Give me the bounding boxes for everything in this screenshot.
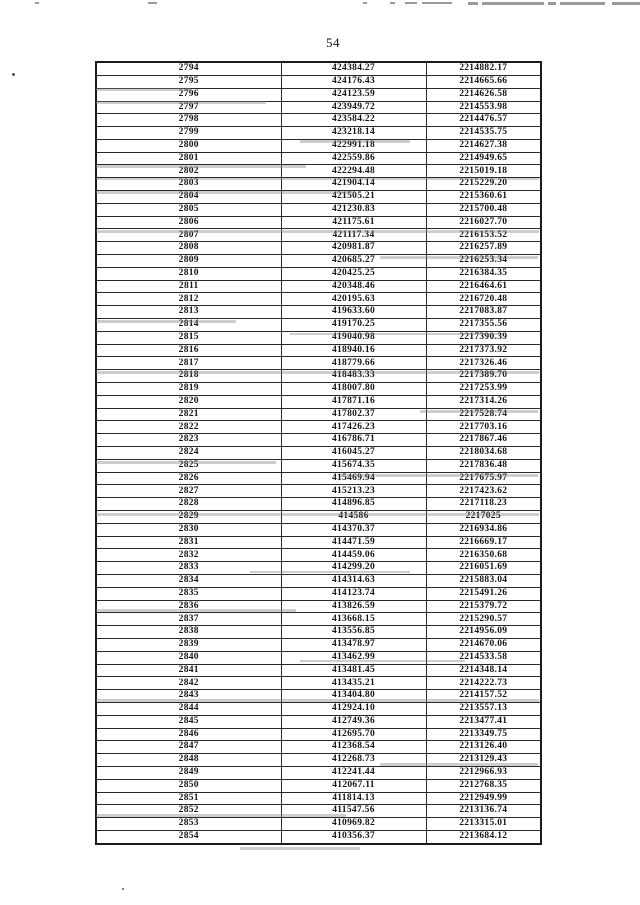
- table-row: [96, 383, 541, 396]
- scan-artifact: [422, 2, 452, 4]
- table-cell: 2824: [96, 447, 281, 460]
- table-cell: 412241.44: [281, 766, 426, 779]
- table-row: [96, 139, 541, 152]
- table-cell: 414299.20: [281, 562, 426, 575]
- table-cell: 421230.83: [281, 203, 426, 216]
- table-cell: 2216384.35: [426, 267, 541, 280]
- table-cell: 414370.37: [281, 523, 426, 536]
- table-cell: 2215379.72: [426, 600, 541, 613]
- table-cell: 419170.25: [281, 319, 426, 332]
- table-row: [96, 319, 541, 332]
- table-cell: 2812: [96, 293, 281, 306]
- table-row: [96, 421, 541, 434]
- table-cell: 2806: [96, 216, 281, 229]
- table-cell: 2213136.74: [426, 805, 541, 818]
- table-cell: 423584.22: [281, 114, 426, 127]
- table-cell: 2214956.09: [426, 626, 541, 639]
- table-cell: 2822: [96, 421, 281, 434]
- table-cell: 2805: [96, 203, 281, 216]
- table-cell: 2215883.04: [426, 574, 541, 587]
- table-cell: 413668.15: [281, 613, 426, 626]
- table-cell: 2850: [96, 779, 281, 792]
- table-cell: 2218034.68: [426, 447, 541, 460]
- table-cell: 2839: [96, 638, 281, 651]
- table-cell: 2849: [96, 766, 281, 779]
- table-cell: 2842: [96, 677, 281, 690]
- table-row: [96, 408, 541, 421]
- table-cell: 415213.23: [281, 485, 426, 498]
- table-cell: 2826: [96, 472, 281, 485]
- scan-artifact: [148, 2, 157, 4]
- table-cell: 2848: [96, 754, 281, 767]
- table-row: [96, 216, 541, 229]
- table-cell: 2216027.70: [426, 216, 541, 229]
- table-cell: 2851: [96, 792, 281, 805]
- table-cell: 2215019.18: [426, 165, 541, 178]
- table-cell: 413404.80: [281, 690, 426, 703]
- table-cell: 2796: [96, 88, 281, 101]
- table-cell: 415674.35: [281, 459, 426, 472]
- table-cell: 2214949.65: [426, 152, 541, 165]
- table-cell: 2827: [96, 485, 281, 498]
- table-row: [96, 370, 541, 383]
- table-cell: 2854: [96, 830, 281, 844]
- table-cell: 2217355.56: [426, 319, 541, 332]
- table-cell: 424384.27: [281, 62, 426, 75]
- table-cell: 2214882.17: [426, 62, 541, 75]
- table-row: [96, 511, 541, 524]
- table-cell: 2214670.06: [426, 638, 541, 651]
- table-cell: 2835: [96, 587, 281, 600]
- table-cell: 2214533.58: [426, 651, 541, 664]
- table-row: [96, 267, 541, 280]
- table-row: [96, 574, 541, 587]
- table-cell: 417802.37: [281, 408, 426, 421]
- table-cell: 2833: [96, 562, 281, 575]
- table-cell: 2214476.57: [426, 114, 541, 127]
- table-cell: 2809: [96, 255, 281, 268]
- table-row: [96, 127, 541, 140]
- table-cell: 417871.16: [281, 395, 426, 408]
- table-cell: 420195.63: [281, 293, 426, 306]
- table-cell: 2808: [96, 242, 281, 255]
- scan-artifact: [548, 2, 556, 5]
- table-cell: 2215491.26: [426, 587, 541, 600]
- table-cell: 2214626.58: [426, 88, 541, 101]
- table-cell: 413826.59: [281, 600, 426, 613]
- table-cell: 422991.18: [281, 139, 426, 152]
- table-cell: 410356.37: [281, 830, 426, 844]
- table-cell: 2217703.16: [426, 421, 541, 434]
- scan-artifact: [35, 2, 39, 4]
- table-cell: 2217390.39: [426, 331, 541, 344]
- table-row: [96, 728, 541, 741]
- table-cell: 2852: [96, 805, 281, 818]
- table-cell: 2213349.75: [426, 728, 541, 741]
- table-cell: 2216257.89: [426, 242, 541, 255]
- table-cell: 2838: [96, 626, 281, 639]
- table-cell: 411814.13: [281, 792, 426, 805]
- table-row: [96, 178, 541, 191]
- table-row: [96, 165, 541, 178]
- table-cell: 2836: [96, 600, 281, 613]
- table-cell: 2216350.68: [426, 549, 541, 562]
- table-cell: 420981.87: [281, 242, 426, 255]
- table-cell: 2216051.69: [426, 562, 541, 575]
- table-cell: 2800: [96, 139, 281, 152]
- table-cell: 2828: [96, 498, 281, 511]
- table-cell: 418007.80: [281, 383, 426, 396]
- table-row: [96, 805, 541, 818]
- table-row: [96, 562, 541, 575]
- table-row: [96, 331, 541, 344]
- table-row: [96, 498, 541, 511]
- table-cell: 2814: [96, 319, 281, 332]
- table-row: [96, 152, 541, 165]
- table-cell: 410969.82: [281, 818, 426, 831]
- table-cell: 415469.94: [281, 472, 426, 485]
- table-row: [96, 434, 541, 447]
- table-cell: 422559.86: [281, 152, 426, 165]
- table-row: [96, 818, 541, 831]
- table-row: [96, 715, 541, 728]
- table-row: [96, 114, 541, 127]
- table-cell: 2216669.17: [426, 536, 541, 549]
- table-cell: 2817: [96, 357, 281, 370]
- scan-artifact: [482, 2, 544, 5]
- page-number: 54: [326, 35, 340, 50]
- table-cell: 413462.99: [281, 651, 426, 664]
- table-cell: 2217423.62: [426, 485, 541, 498]
- table-row: [96, 613, 541, 626]
- table-cell: 2213477.41: [426, 715, 541, 728]
- table-cell: 2823: [96, 434, 281, 447]
- scan-artifact: [390, 2, 395, 4]
- table-row: [96, 255, 541, 268]
- table-cell: 414314.63: [281, 574, 426, 587]
- table-cell: 423949.72: [281, 101, 426, 114]
- table-row: [96, 830, 541, 844]
- table-cell: 2214665.66: [426, 75, 541, 88]
- table-cell: 2802: [96, 165, 281, 178]
- table-row: [96, 779, 541, 792]
- table-row: [96, 306, 541, 319]
- table-cell: 2215290.57: [426, 613, 541, 626]
- table-row: [96, 395, 541, 408]
- table-row: [96, 344, 541, 357]
- scan-streak: [240, 847, 360, 850]
- table-row: [96, 293, 541, 306]
- table-cell: 2217314.26: [426, 395, 541, 408]
- table-cell: 2217083.87: [426, 306, 541, 319]
- table-cell: 413435.21: [281, 677, 426, 690]
- table-cell: 2795: [96, 75, 281, 88]
- table-cell: 417426.23: [281, 421, 426, 434]
- table-cell: 2801: [96, 152, 281, 165]
- table-cell: 418779.66: [281, 357, 426, 370]
- table-row: [96, 741, 541, 754]
- table-cell: 2831: [96, 536, 281, 549]
- table-cell: 413556.85: [281, 626, 426, 639]
- table-cell: 2837: [96, 613, 281, 626]
- table-cell: 2813: [96, 306, 281, 319]
- table-cell: 2216464.61: [426, 280, 541, 293]
- table-cell: 412067.11: [281, 779, 426, 792]
- table-cell: 2807: [96, 229, 281, 242]
- table-cell: 2217675.97: [426, 472, 541, 485]
- table-row: [96, 638, 541, 651]
- table-cell: 422294.48: [281, 165, 426, 178]
- data-table-body: [96, 62, 541, 844]
- table-cell: 2217326.46: [426, 357, 541, 370]
- table-cell: 2840: [96, 651, 281, 664]
- table-cell: 2213129.43: [426, 754, 541, 767]
- table-cell: 2825: [96, 459, 281, 472]
- table-cell: 418483.33: [281, 370, 426, 383]
- table-row: [96, 203, 541, 216]
- table-cell: 424176.43: [281, 75, 426, 88]
- table-cell: 2215700.48: [426, 203, 541, 216]
- table-row: [96, 485, 541, 498]
- table-row: [96, 600, 541, 613]
- table-row: [96, 754, 541, 767]
- table-cell: 2217118.23: [426, 498, 541, 511]
- table-cell: 2820: [96, 395, 281, 408]
- table-row: [96, 472, 541, 485]
- table-cell: 2847: [96, 741, 281, 754]
- table-row: [96, 459, 541, 472]
- scan-speck: [12, 73, 15, 76]
- table-row: [96, 357, 541, 370]
- table-cell: 411547.56: [281, 805, 426, 818]
- table-row: [96, 536, 541, 549]
- table-row: [96, 101, 541, 114]
- table-cell: 2217025: [426, 511, 541, 524]
- table-cell: 2799: [96, 127, 281, 140]
- table-cell: 414586: [281, 511, 426, 524]
- table-cell: 2215229.20: [426, 178, 541, 191]
- table-row: [96, 88, 541, 101]
- table-row: [96, 229, 541, 242]
- table-row: [96, 280, 541, 293]
- table-cell: 420425.25: [281, 267, 426, 280]
- table-row: [96, 587, 541, 600]
- table-cell: 2803: [96, 178, 281, 191]
- data-table: [95, 61, 542, 845]
- table-row: [96, 651, 541, 664]
- table-cell: 2810: [96, 267, 281, 280]
- table-cell: 420348.46: [281, 280, 426, 293]
- table-cell: 2217373.92: [426, 344, 541, 357]
- table-cell: 2213684.12: [426, 830, 541, 844]
- table-cell: 421904.14: [281, 178, 426, 191]
- table-cell: 2818: [96, 370, 281, 383]
- table-cell: 2217836.48: [426, 459, 541, 472]
- table-cell: 2843: [96, 690, 281, 703]
- table-cell: 419633.60: [281, 306, 426, 319]
- scan-artifact: [612, 2, 640, 5]
- table-cell: 2217867.46: [426, 434, 541, 447]
- scan-artifact: [560, 2, 605, 5]
- table-cell: 416786.71: [281, 434, 426, 447]
- table-cell: 2214222.73: [426, 677, 541, 690]
- table-row: [96, 75, 541, 88]
- scan-artifact: [405, 2, 417, 4]
- table-cell: 418940.16: [281, 344, 426, 357]
- table-cell: 2804: [96, 191, 281, 204]
- table-cell: 412268.73: [281, 754, 426, 767]
- table-cell: 421505.21: [281, 191, 426, 204]
- table-cell: 2841: [96, 664, 281, 677]
- table-cell: 2213315.01: [426, 818, 541, 831]
- scan-speck: [122, 888, 124, 890]
- table-cell: 2798: [96, 114, 281, 127]
- table-cell: 2832: [96, 549, 281, 562]
- table-cell: 412695.70: [281, 728, 426, 741]
- table-cell: 2815: [96, 331, 281, 344]
- table-row: [96, 447, 541, 460]
- table-cell: 2829: [96, 511, 281, 524]
- table-cell: 416045.27: [281, 447, 426, 460]
- table-cell: 2794: [96, 62, 281, 75]
- table-cell: 414459.06: [281, 549, 426, 562]
- table-cell: 423218.14: [281, 127, 426, 140]
- table-row: [96, 702, 541, 715]
- table-cell: 2830: [96, 523, 281, 536]
- table-cell: 2844: [96, 702, 281, 715]
- table-row: [96, 677, 541, 690]
- table-cell: 2214535.75: [426, 127, 541, 140]
- table-cell: 2214348.14: [426, 664, 541, 677]
- scan-artifact: [468, 2, 478, 5]
- table-cell: 2797: [96, 101, 281, 114]
- table-cell: 2845: [96, 715, 281, 728]
- table-row: [96, 242, 541, 255]
- table-cell: 2215360.61: [426, 191, 541, 204]
- table-cell: 420685.27: [281, 255, 426, 268]
- table-row: [96, 62, 541, 75]
- table-row: [96, 664, 541, 677]
- table-row: [96, 523, 541, 536]
- table-cell: 412368.54: [281, 741, 426, 754]
- table-cell: 2216153.52: [426, 229, 541, 242]
- table-cell: 424123.59: [281, 88, 426, 101]
- table-cell: 2212966.93: [426, 766, 541, 779]
- table-cell: 2213557.13: [426, 702, 541, 715]
- scan-artifact: [363, 2, 367, 4]
- table-cell: 412924.10: [281, 702, 426, 715]
- table-cell: 2216934.86: [426, 523, 541, 536]
- table-row: [96, 549, 541, 562]
- table-cell: 2819: [96, 383, 281, 396]
- table-cell: 2213126.40: [426, 741, 541, 754]
- table-cell: 2216253.34: [426, 255, 541, 268]
- table-cell: 419040.98: [281, 331, 426, 344]
- table-cell: 2217528.74: [426, 408, 541, 421]
- table-cell: 413478.97: [281, 638, 426, 651]
- table-cell: 2853: [96, 818, 281, 831]
- table-cell: 421175.61: [281, 216, 426, 229]
- table-cell: 2216720.48: [426, 293, 541, 306]
- table-cell: 2214553.98: [426, 101, 541, 114]
- table-row: [96, 766, 541, 779]
- table-cell: 414123.74: [281, 587, 426, 600]
- table-cell: 2214157.52: [426, 690, 541, 703]
- table-cell: 421117.34: [281, 229, 426, 242]
- table-cell: 412749.36: [281, 715, 426, 728]
- table-row: [96, 792, 541, 805]
- table-cell: 2821: [96, 408, 281, 421]
- table-cell: 2834: [96, 574, 281, 587]
- table-row: [96, 690, 541, 703]
- table-cell: 2217253.99: [426, 383, 541, 396]
- table-cell: 414471.59: [281, 536, 426, 549]
- table-cell: 2212768.35: [426, 779, 541, 792]
- table-cell: 413481.45: [281, 664, 426, 677]
- table-cell: 2816: [96, 344, 281, 357]
- table-cell: 414896.85: [281, 498, 426, 511]
- table-cell: 2217389.70: [426, 370, 541, 383]
- table-cell: 2214627.38: [426, 139, 541, 152]
- table-row: [96, 191, 541, 204]
- table-cell: 2811: [96, 280, 281, 293]
- table-row: [96, 626, 541, 639]
- table-cell: 2846: [96, 728, 281, 741]
- table-cell: 2212949.99: [426, 792, 541, 805]
